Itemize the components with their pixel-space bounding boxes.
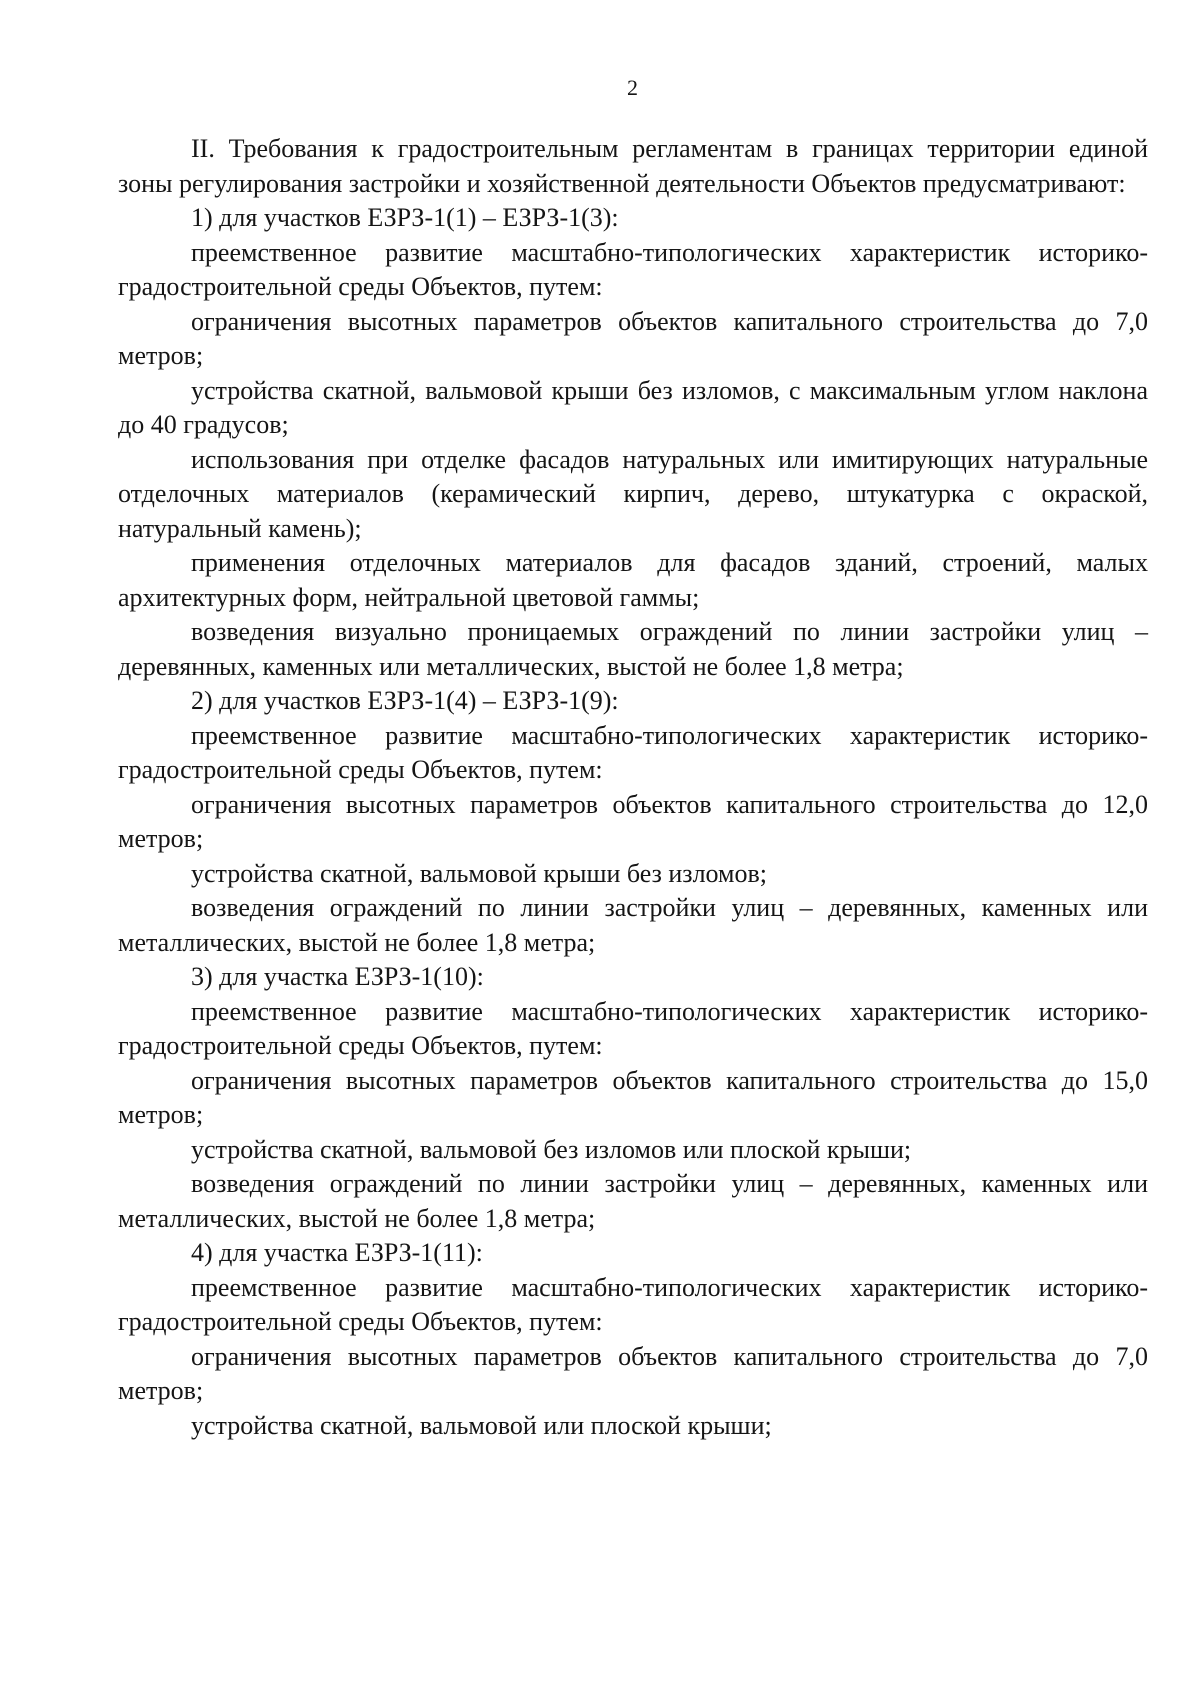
list-item-4-heading: 4) для участка ЕЗРЗ-1(11): xyxy=(191,1238,483,1267)
list-item-2-heading: 2) для участков ЕЗРЗ-1(4) – ЕЗРЗ-1(9): xyxy=(191,686,619,715)
paragraph-height-limit-2: ограничения высотных параметров объектов капитального строительства до 12,0 метров; xyxy=(118,789,1148,853)
section-heading-paragraph: II. Требования к градостроительным регламентам в границах территории единой зоны регулирования застройки и хозяйственной деятельности Объектов предусматривают: xyxy=(118,134,1148,198)
list-item-1-heading: 1) для участков ЕЗРЗ-1(1) – ЕЗРЗ-1(3): xyxy=(191,203,619,232)
paragraph-height-limit-4: ограничения высотных параметров объектов капитального строительства до 7,0 метров; xyxy=(118,1341,1148,1405)
paragraph-continuity-2: преемственное развитие масштабно-типологических характеристик историко-градостроительной среды Объектов, путем: xyxy=(118,720,1148,784)
paragraph-fences-1: возведения визуально проницаемых ограждений по линии застройки улиц – деревянных, каменных или металлических, выстой не более 1,8 метра; xyxy=(118,617,1148,681)
paragraph-fences-3: возведения ограждений по линии застройки улиц – деревянных, каменных или металлических, выстой не более 1,8 метра; xyxy=(118,1169,1148,1233)
paragraph-roof-3: устройства скатной, вальмовой без изломов или плоской крыши; xyxy=(191,1134,912,1164)
paragraph-height-limit-1: ограничения высотных параметров объектов капитального строительства до 7,0 метров; xyxy=(118,306,1148,370)
paragraph-fences-2: возведения ограждений по линии застройки улиц – деревянных, каменных или металлических, выстой не более 1,8 метра; xyxy=(118,893,1148,957)
paragraph-facade-materials: использования при отделке фасадов натуральных или имитирующих натуральные отделочных материалов (керамический кирпич, дерево, штукатурка с окраской, натуральный камень); xyxy=(118,444,1148,543)
list-item-3-heading: 3) для участка ЕЗРЗ-1(10): xyxy=(191,962,484,991)
paragraph-continuity-1: преемственное развитие масштабно-типологических характеристик историко-градостроительной среды Объектов, путем: xyxy=(118,237,1148,301)
page-number: 2 xyxy=(627,75,638,100)
paragraph-color-scheme: применения отделочных материалов для фасадов зданий, строений, малых архитектурных форм, нейтральной цветовой гаммы; xyxy=(118,548,1148,612)
paragraph-continuity-3: преемственное развитие масштабно-типологических характеристик историко-градостроительной среды Объектов, путем: xyxy=(118,996,1148,1060)
paragraph-continuity-4: преемственное развитие масштабно-типологических характеристик историко-градостроительной среды Объектов, путем: xyxy=(118,1272,1148,1336)
paragraph-roof-4: устройства скатной, вальмовой или плоской крыши; xyxy=(191,1410,772,1440)
document-body xyxy=(118,132,1148,1443)
paragraph-roof-2: устройства скатной, вальмовой крыши без изломов; xyxy=(191,858,768,888)
paragraph-roof-1: устройства скатной, вальмовой крыши без изломов, с максимальным углом наклона до 40 градусов; xyxy=(118,375,1148,439)
paragraph-height-limit-3: ограничения высотных параметров объектов капитального строительства до 15,0 метров; xyxy=(118,1065,1148,1129)
